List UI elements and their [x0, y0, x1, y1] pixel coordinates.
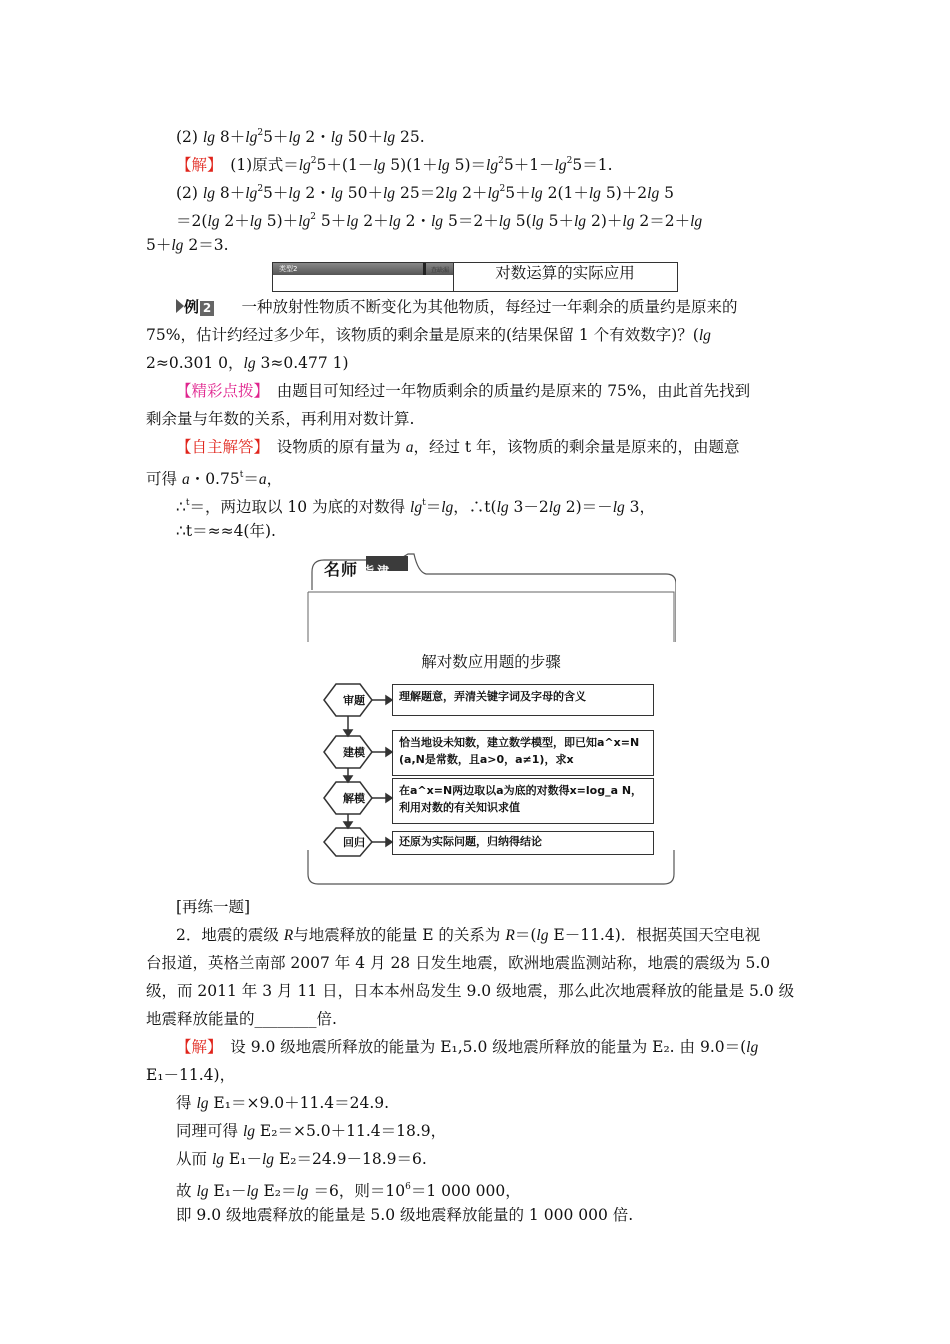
self-answer-line3: ∴$^t$＝，两边取以 10 为底的对数得 $\lg^t=\lg$，∴t(lg 3－2lg 2)＝－lg 3， — [176, 498, 656, 516]
type-section-bar — [272, 262, 678, 292]
tip-line1: 【精彩点拨】 由题目可知经过一年物质剩余的质量约是原来的 75%，由此首先找到 — [176, 382, 751, 400]
type-label-bar: 类型2 — [273, 263, 453, 275]
practice-solution-line6: 故 lg E₁－lg E₂＝lg ＝6，则$=10^6=1$ 000 000， — [176, 1182, 521, 1200]
type-tag: 查缺漏 — [431, 267, 450, 274]
tip-line2: 剩余量与年数的关系，再利用对数计算. — [146, 410, 415, 428]
solution-tag: 【解】 — [176, 156, 215, 174]
step-label-return: 回归 — [343, 836, 365, 849]
solution-part2-line2: ＝2(lg 2＋lg $5)+\lg^2$ 5＋lg 2＋lg 2・lg 5＝2＋lg 5(lg 5＋lg 2)＋lg 2＝2＋lg — [176, 212, 703, 230]
step-label-review: 审题 — [343, 694, 365, 707]
tip-tag: 【精彩点拨】 — [176, 382, 262, 400]
self-answer-line1: 【自主解答】 设物质的原有量为 a，经过 t 年，该物质的剩余量是原来的，由题意 — [176, 438, 740, 456]
section-title: 对数运算的实际应用 — [495, 264, 635, 282]
step-box-model: 恰当地设未知数，建立数学模型，即已知a^x=N (a,N是常数，且a>0，a≠1)，求x — [392, 730, 654, 776]
example-question-line3: 2≈0.301 0，lg 3≈0.477 1) — [146, 354, 349, 372]
problem-part2: (2) $\lg 8+\lg^25+\lg$ 2・lg 50＋lg 25. — [176, 128, 425, 146]
example-question-line1: 一种放射性物质不断变化为其他物质，每经过一年剩余的质量约是原来的 — [226, 298, 738, 316]
practice-solution-line4: 同理可得 lg E₂＝×5.0＋11.4＝18.9， — [176, 1122, 447, 1140]
practice-solution-line3: 得 lg E₁＝×9.0＋11.4＝24.9. — [176, 1094, 390, 1112]
step-box-solve: 在a^x=N两边取以a为底的对数得x=log_a N，利用对数的有关知识求值 — [392, 778, 654, 824]
step-label-solve: 解模 — [343, 792, 365, 805]
example-question-line2: 75%，估计约经过多少年，该物质的剩余量是原来的(结果保留 1 个有效数字)？(lg — [146, 326, 711, 344]
step-box-review: 理解题意，弄清关键字词及字母的含义 — [392, 684, 654, 716]
practice-line2: 台报道，英格兰南部 2007 年 4 月 28 日发生地震，欧洲地震监测站称，地震的震级为 5.0 — [146, 954, 771, 972]
triangle-icon — [176, 299, 184, 313]
bar-tick — [423, 263, 426, 275]
practice-solution-line7: 即 9.0 级地震释放的能量是 5.0 级地震释放能量的 1 000 000 倍. — [176, 1206, 634, 1224]
solution-part1: 【解】 (1)原式$=\lg^25+(1-\lg$ 5)(1＋lg $5)=\lg^25+1-\lg^25=1$. — [176, 156, 613, 174]
practice-line4: 地震释放能量的________倍. — [146, 1010, 337, 1028]
example-badge: 例 2 — [176, 296, 214, 313]
solution-part2-line1: (2) $\lg 8+\lg^25+\lg$ 2・lg 50＋lg 25＝2lg $2+\lg^25+\lg$ 2(1＋lg 5)＋2lg 5 — [176, 184, 674, 202]
practice-solution-tag: 【解】 — [176, 1038, 215, 1056]
self-answer-tag: 【自主解答】 — [176, 438, 262, 456]
practice-solution-line1: 【解】 设 9.0 级地震所释放的能量为 E₁,5.0 级地震所释放的能量为 E₂. 由 9.0＝(lg — [176, 1038, 759, 1056]
guide-title: 解对数应用题的步骤 — [421, 653, 561, 671]
step-box-return: 还原为实际问题，归纳得结论 — [392, 831, 654, 855]
practice-line3: 级，而 2011 年 3 月 11 日，日本本州岛发生 9.0 级地震，那么此次地震释放的能量是 5.0 级 — [146, 982, 795, 1000]
practice-line1: 2．地震的震级 R与地震释放的能量 E 的关系为 R＝(lg E－11.4)．根据英国天空电视 — [176, 926, 761, 944]
practice-header: [再练一题] — [176, 898, 251, 916]
practice-solution-line2: E₁－11.4)， — [146, 1066, 236, 1084]
step-label-model: 建模 — [343, 746, 365, 759]
self-answer-line4: ∴t＝≈≈4(年). — [176, 522, 276, 540]
self-answer-line2: 可得 a・$0.75^t=a$， — [146, 470, 283, 488]
guide-header: 名师 指津 — [324, 560, 393, 579]
solution-part2-line3: 5＋lg 2＝3. — [146, 236, 229, 254]
practice-solution-line5: 从而 lg E₁－lg E₂＝24.9－18.9＝6. — [176, 1150, 427, 1168]
